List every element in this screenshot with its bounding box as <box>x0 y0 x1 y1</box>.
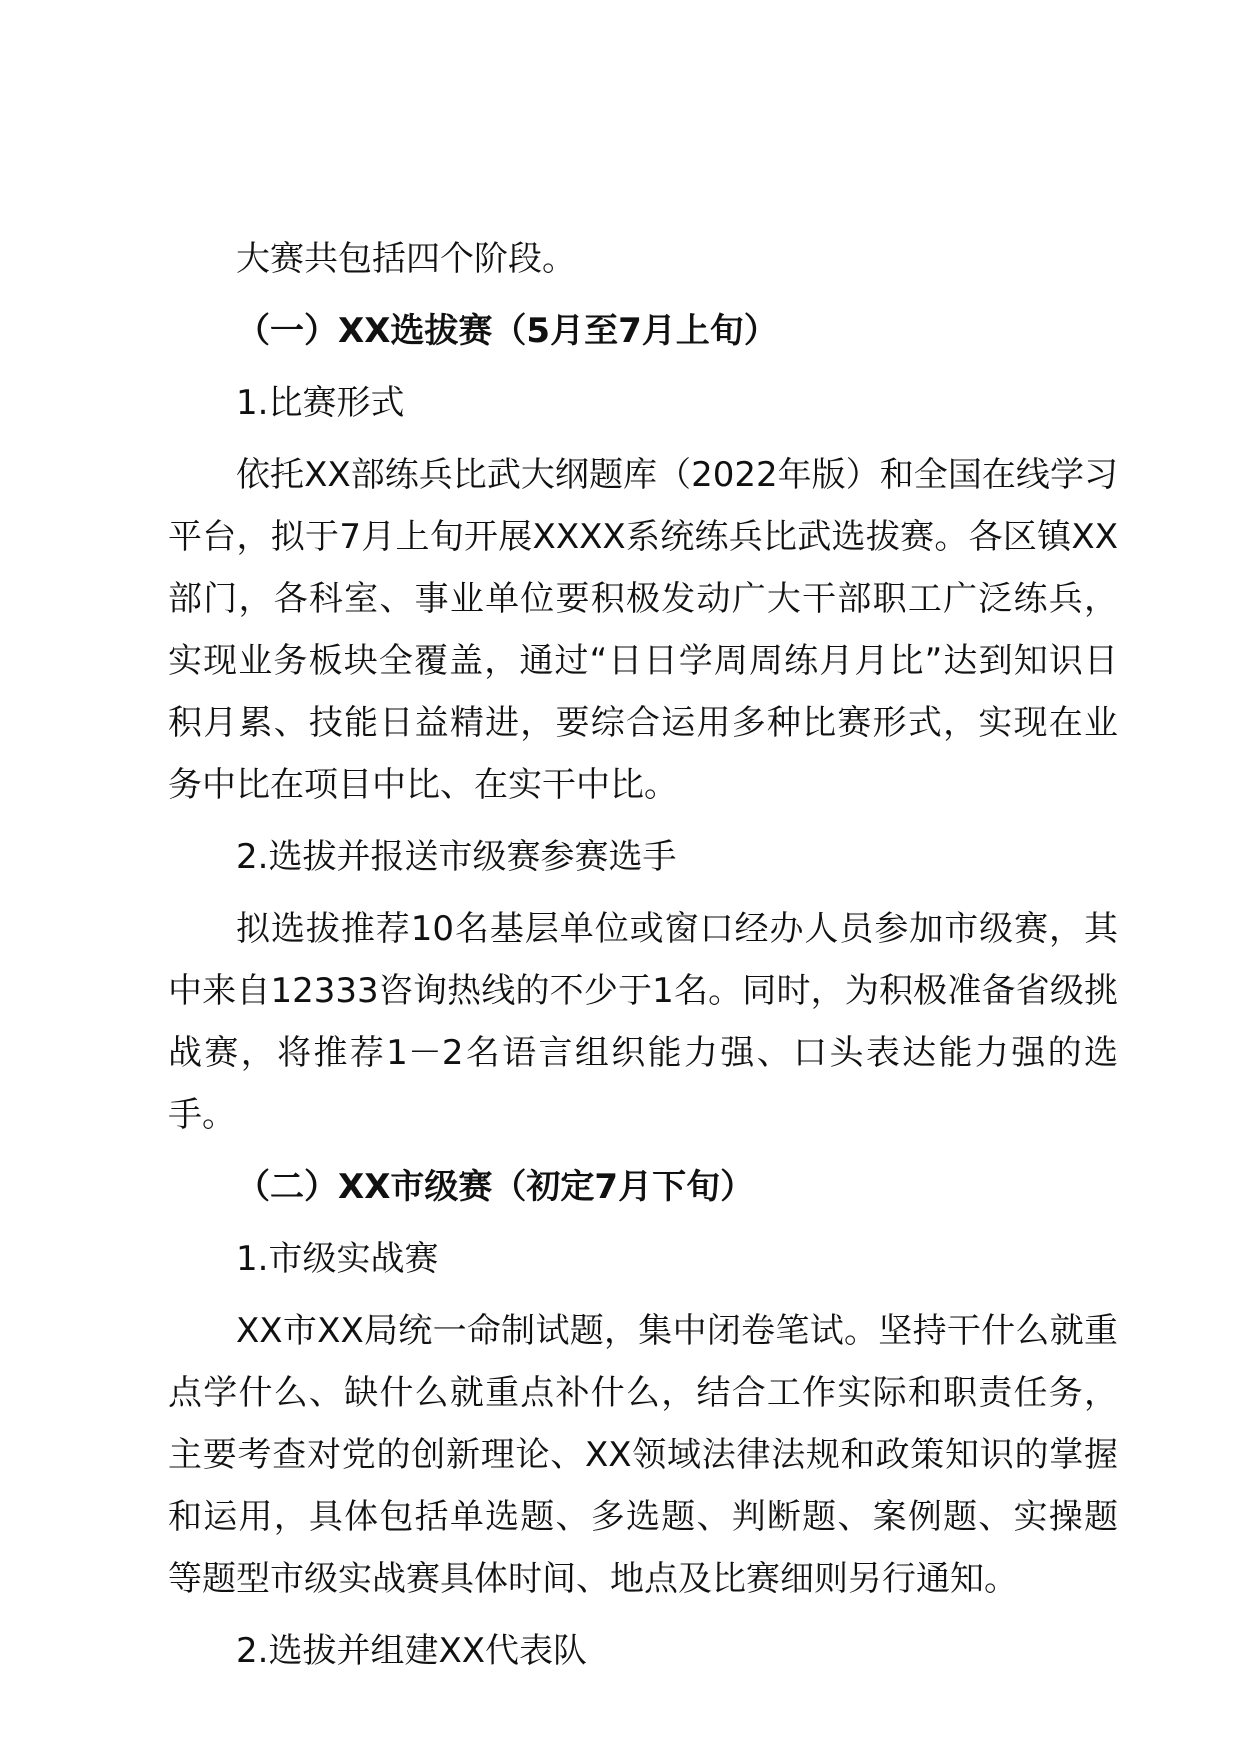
spacer <box>168 1290 1118 1300</box>
spacer <box>168 290 1118 300</box>
section-1-subtitle-1: 1.比赛形式 <box>236 383 405 423</box>
spacer <box>168 1146 1118 1156</box>
section-1-heading: （一）XX选拔赛（5月至7月上旬） <box>236 311 778 351</box>
section-1-subtitle-2: 2.选拔并报送市级赛参赛选手 <box>236 837 677 877</box>
spacer <box>168 1610 1118 1620</box>
spacer <box>168 816 1118 826</box>
section-1-paragraph-1: 依托XX部练兵比武大纲题库（2022年版）和全国在线学习平台，拟于7月上旬开展XXXX系统练兵比武选拔赛。各区镇XX部门，各科室、事业单位要积极发动广大干部职工广泛练兵，实现业务板块全覆盖，通过“日日学周周练月月比”达到知识日积月累、技能日益精进，要综合运用多种比赛形式，实现在业务中比在项目中比、在实干中比。 <box>168 455 1118 805</box>
section-2-heading: （二）XX市级赛（初定7月下旬） <box>236 1167 755 1207</box>
intro-paragraph: 大赛共包括四个阶段。 <box>236 239 576 279</box>
section-2-subtitle-1: 1.市级实战赛 <box>236 1239 439 1279</box>
section-2-paragraph-1: XX市XX局统一命制试题，集中闭卷笔试。坚持干什么就重点学什么、缺什么就重点补什么，结合工作实际和职责任务，主要考查对党的创新理论、XX领域法律法规和政策知识的掌握和运用，具体包括单选题、多选题、判断题、案例题、实操题等题型市级实战赛具体时间、地点及比赛细则另行通知。 <box>168 1311 1118 1599</box>
section-1-paragraph-2: 拟选拔推荐10名基层单位或窗口经办人员参加市级赛，其中来自12333咨询热线的不少于1名。同时，为积极准备省级挑战赛，将推荐1－2名语言组织能力强、口头表达能力强的选手。 <box>168 909 1118 1135</box>
document-body <box>168 228 1118 1682</box>
spacer <box>168 434 1118 444</box>
spacer <box>168 362 1118 372</box>
spacer <box>168 888 1118 898</box>
section-2-subtitle-2: 2.选拔并组建XX代表队 <box>236 1631 588 1671</box>
spacer <box>168 1218 1118 1228</box>
